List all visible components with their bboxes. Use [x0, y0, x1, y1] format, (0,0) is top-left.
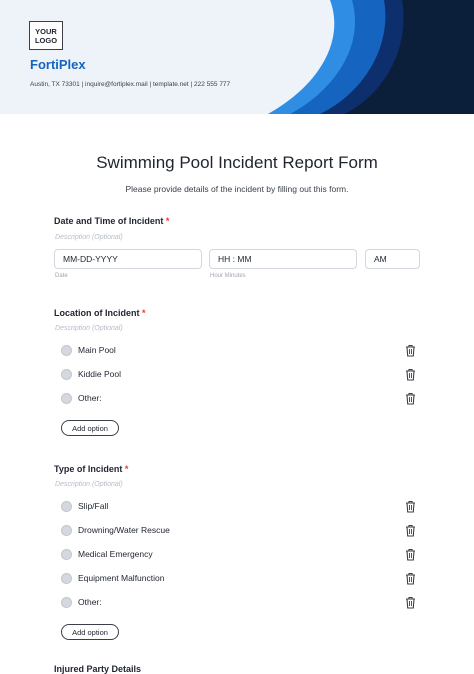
time-hint: Hour Minutes [210, 273, 246, 279]
ampm-value: AM [374, 254, 387, 264]
question-label-location [54, 308, 146, 318]
location-option-row [61, 344, 419, 358]
type-option-row [61, 548, 419, 562]
option-label: Medical Emergency [78, 549, 153, 559]
radio-button[interactable] [61, 597, 72, 608]
question-label-type [54, 464, 128, 474]
page-title: Swimming Pool Incident Report Form [96, 153, 378, 172]
trash-icon[interactable] [405, 548, 416, 561]
type-option-row [61, 524, 419, 538]
question-label-text: Type of Incident [54, 464, 123, 474]
question-label-text: Date and Time of Incident [54, 216, 164, 226]
location-option-row [61, 392, 419, 406]
required-mark: * [124, 464, 129, 474]
add-option-button[interactable]: Add option [61, 624, 119, 640]
trash-icon[interactable] [405, 344, 416, 357]
option-label: Other: [78, 393, 102, 403]
page-subtitle: Please provide details of the incident by filling out this form. [125, 184, 349, 194]
type-option-row [61, 572, 419, 586]
radio-button[interactable] [61, 549, 72, 560]
company-name: FortiPlex [30, 57, 86, 72]
radio-button[interactable] [61, 345, 72, 356]
trash-icon[interactable] [405, 524, 416, 537]
required-mark: * [142, 308, 146, 318]
location-option-row [61, 368, 419, 382]
date-input[interactable] [54, 249, 202, 269]
ampm-select[interactable] [365, 249, 420, 269]
radio-button[interactable] [61, 573, 72, 584]
trash-icon[interactable] [405, 596, 416, 609]
time-placeholder: HH : MM [218, 254, 252, 264]
type-option-row [61, 500, 419, 514]
trash-icon[interactable] [405, 572, 416, 585]
question-description: Description (Optional) [55, 234, 123, 241]
required-mark: * [165, 216, 170, 226]
radio-button[interactable] [61, 501, 72, 512]
radio-button[interactable] [61, 369, 72, 380]
trash-icon[interactable] [405, 368, 416, 381]
question-label-datetime [54, 216, 169, 226]
trash-icon[interactable] [405, 392, 416, 405]
company-logo: YOUR LOGO [29, 21, 63, 50]
option-label: Other: [78, 597, 102, 607]
question-label-injured-party: Injured Party Details [54, 664, 142, 674]
date-hint: Date [55, 273, 68, 279]
option-label: Equipment Malfunction [78, 573, 165, 583]
contact-line: Austin, TX 73301 | inquire@fortiplex.mail | template.net | 222 555 777 [30, 81, 231, 88]
date-placeholder: MM-DD-YYYY [63, 254, 118, 264]
radio-button[interactable] [61, 393, 72, 404]
option-label: Kiddie Pool [78, 369, 122, 379]
radio-button[interactable] [61, 525, 72, 536]
question-description: Description (Optional) [55, 481, 123, 488]
type-option-row [61, 596, 419, 610]
header-banner [0, 0, 474, 114]
question-description: Description (Optional) [55, 325, 123, 332]
option-label: Slip/Fall [78, 501, 109, 511]
add-option-button[interactable]: Add option [61, 420, 119, 436]
question-label-text: Location of Incident [54, 308, 140, 318]
time-input[interactable] [209, 249, 357, 269]
option-label: Drowning/Water Rescue [78, 525, 170, 535]
option-label: Main Pool [78, 345, 116, 355]
trash-icon[interactable] [405, 500, 416, 513]
